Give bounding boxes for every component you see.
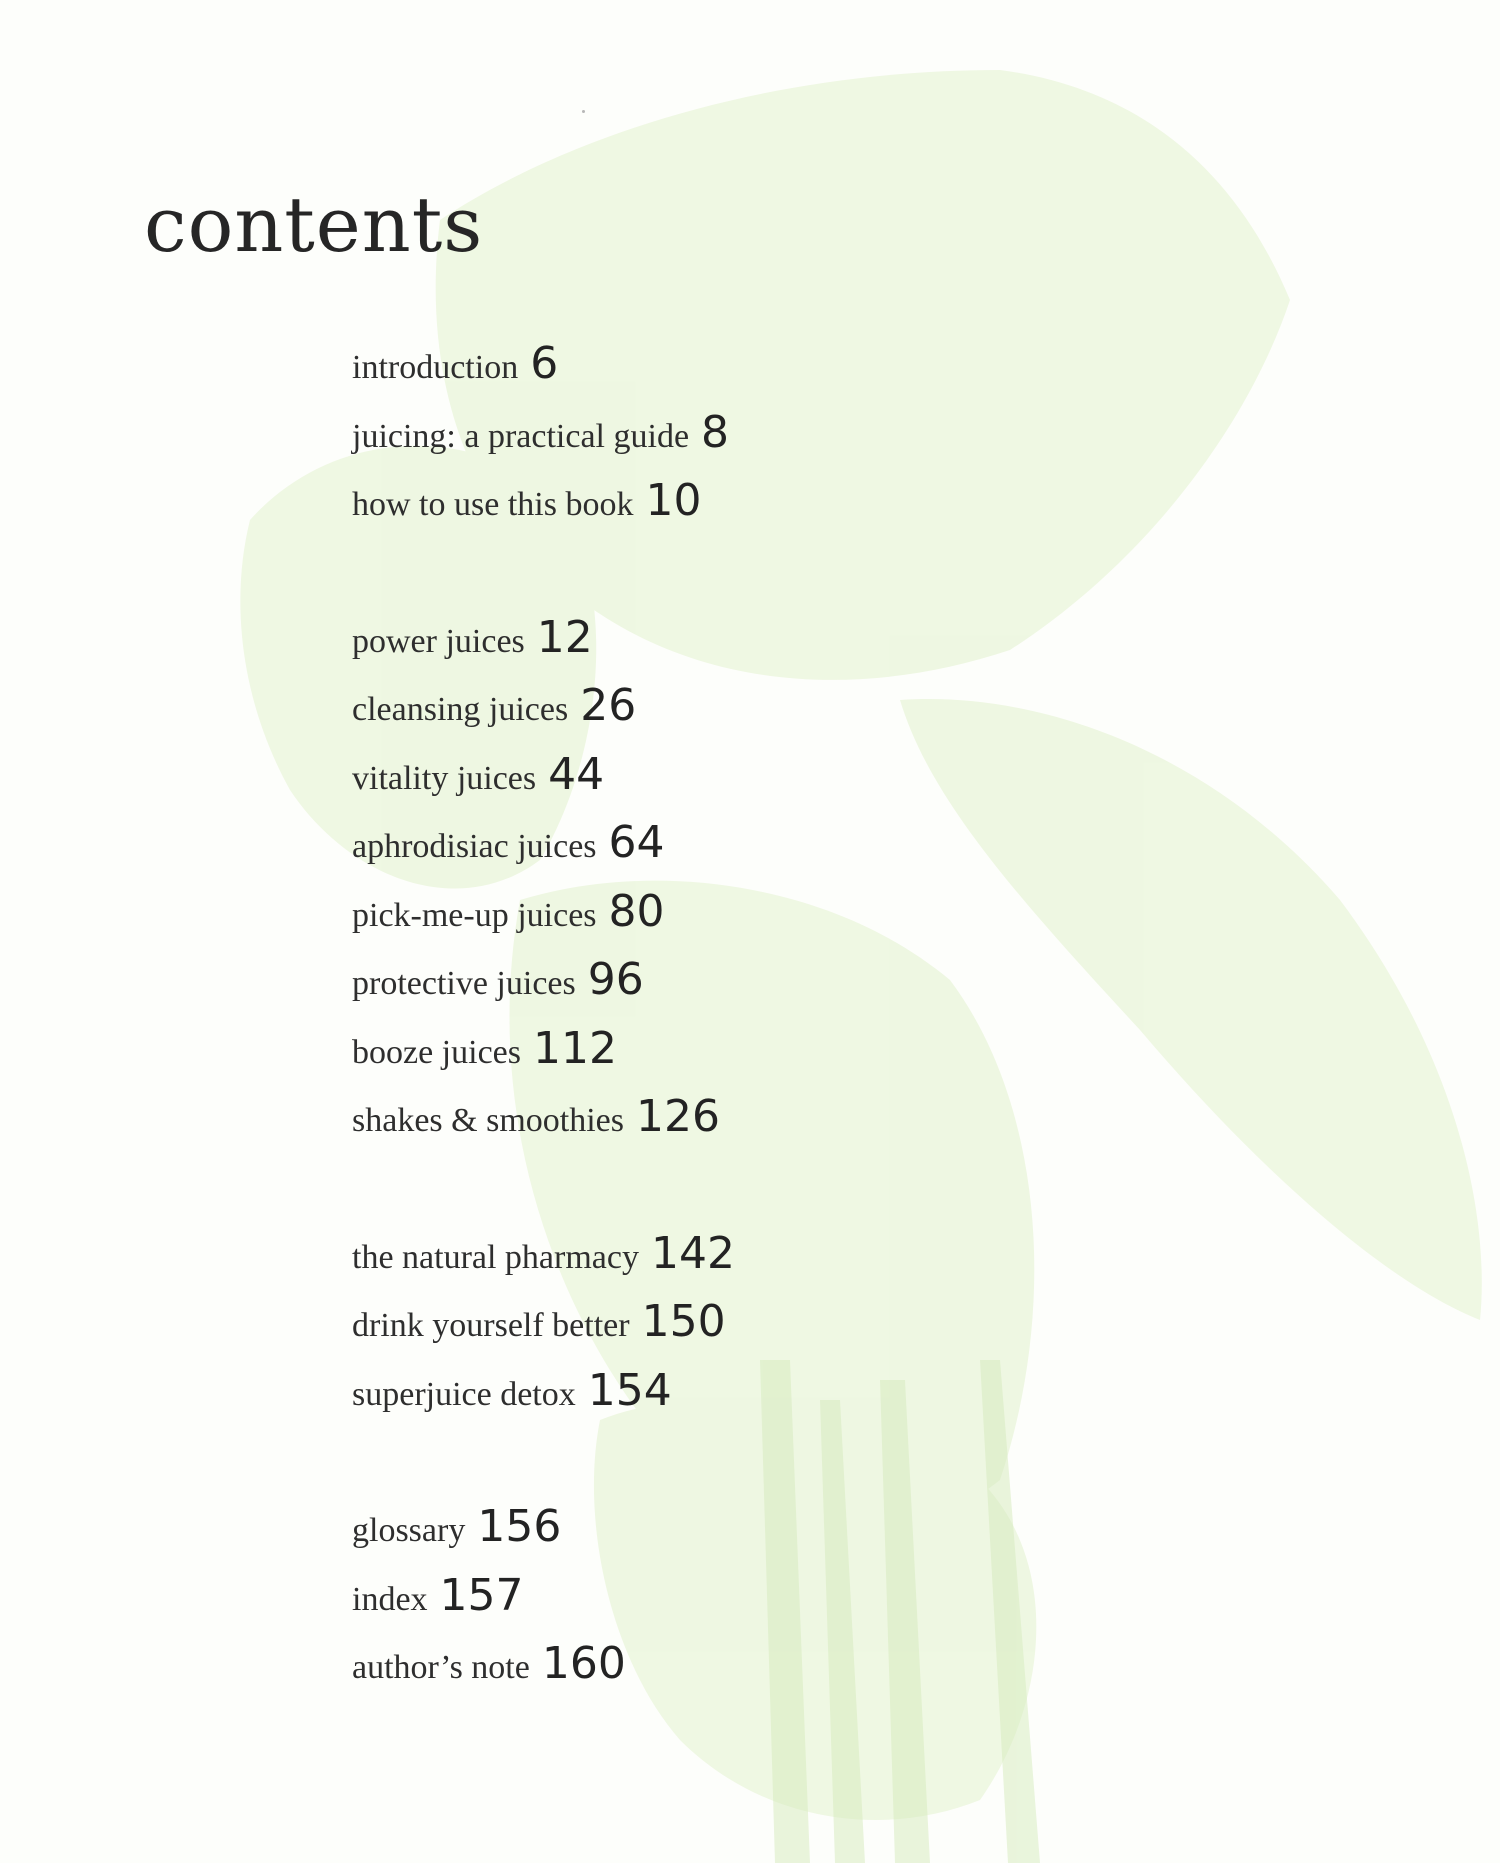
- toc-entry-label: cleansing juices: [352, 691, 569, 728]
- toc-entry-page-number: 142: [650, 1227, 735, 1279]
- paper-speck: [582, 110, 585, 113]
- toc-entry-page-number: 12: [536, 611, 593, 663]
- toc-entry-page-number: 156: [477, 1501, 562, 1552]
- toc-entry[interactable]: [352, 817, 735, 886]
- toc-entry-page-number: 154: [587, 1364, 672, 1416]
- toc-entry-label: drink yourself better: [352, 1307, 630, 1344]
- toc-entry-label: author’s note: [352, 1649, 530, 1686]
- toc-entry-label: power juices: [352, 622, 525, 660]
- toc-entry[interactable]: [352, 1023, 735, 1092]
- toc-entry-label: index: [352, 1580, 428, 1618]
- toc-entry-label: shakes & smoothies: [352, 1102, 624, 1139]
- toc-entry-page-number: 6: [530, 338, 559, 389]
- toc-entry[interactable]: [352, 1570, 735, 1639]
- toc-entry-label: vitality juices: [352, 759, 537, 797]
- toc-entry-page-number: 44: [548, 748, 605, 800]
- toc-entry-page-number: 80: [608, 885, 665, 937]
- toc-entry[interactable]: [352, 886, 735, 955]
- toc-entry-page-number: 112: [533, 1022, 617, 1074]
- page-title: contents: [144, 180, 484, 269]
- toc-entry[interactable]: [352, 954, 735, 1023]
- toc-entry-page-number: 126: [635, 1091, 720, 1142]
- toc-entry[interactable]: [352, 680, 735, 749]
- toc-entry-label: booze juices: [352, 1033, 521, 1071]
- toc-entry-label: how to use this book: [352, 486, 634, 523]
- toc-entry-label: pick-me-up juices: [352, 896, 597, 934]
- toc-entry-page-number: 96: [587, 954, 644, 1005]
- toc-entry[interactable]: [352, 407, 735, 476]
- toc-entry-page-number: 157: [439, 1569, 524, 1621]
- toc-entry[interactable]: [352, 1228, 735, 1297]
- toc-group-juice-chapters: [352, 612, 735, 1160]
- toc-entry-page-number: 8: [701, 406, 730, 458]
- toc-entry-label: glossary: [352, 1512, 466, 1549]
- toc-entry[interactable]: [352, 749, 735, 818]
- toc-entry[interactable]: [352, 1365, 735, 1434]
- toc-entry[interactable]: [352, 338, 735, 407]
- toc-entry-page-number: 26: [580, 680, 637, 731]
- toc-entry-label: aphrodisiac juices: [352, 828, 597, 865]
- toc-entry[interactable]: [352, 1091, 735, 1160]
- toc-group-reference: [352, 1228, 735, 1434]
- toc-entry[interactable]: [352, 612, 735, 681]
- toc-entry-page-number: 150: [641, 1296, 726, 1347]
- toc-group-back-matter: [352, 1501, 735, 1707]
- toc-entry[interactable]: [352, 1638, 735, 1707]
- toc-entry[interactable]: [352, 1296, 735, 1365]
- toc-entry-page-number: 10: [645, 475, 702, 526]
- toc-entry-page-number: 64: [608, 817, 665, 868]
- toc-entry-page-number: 160: [541, 1638, 626, 1689]
- toc-group-front-matter: [352, 338, 735, 544]
- toc-entry-label: juicing: a practical guide: [352, 417, 690, 455]
- toc-entry-label: the natural pharmacy: [352, 1238, 639, 1276]
- toc-entry-label: protective juices: [352, 965, 576, 1002]
- toc-entry-label: introduction: [352, 349, 519, 386]
- toc-entry[interactable]: [352, 475, 735, 544]
- table-of-contents: [352, 338, 735, 1775]
- toc-entry-label: superjuice detox: [352, 1375, 576, 1413]
- toc-entry[interactable]: [352, 1501, 735, 1570]
